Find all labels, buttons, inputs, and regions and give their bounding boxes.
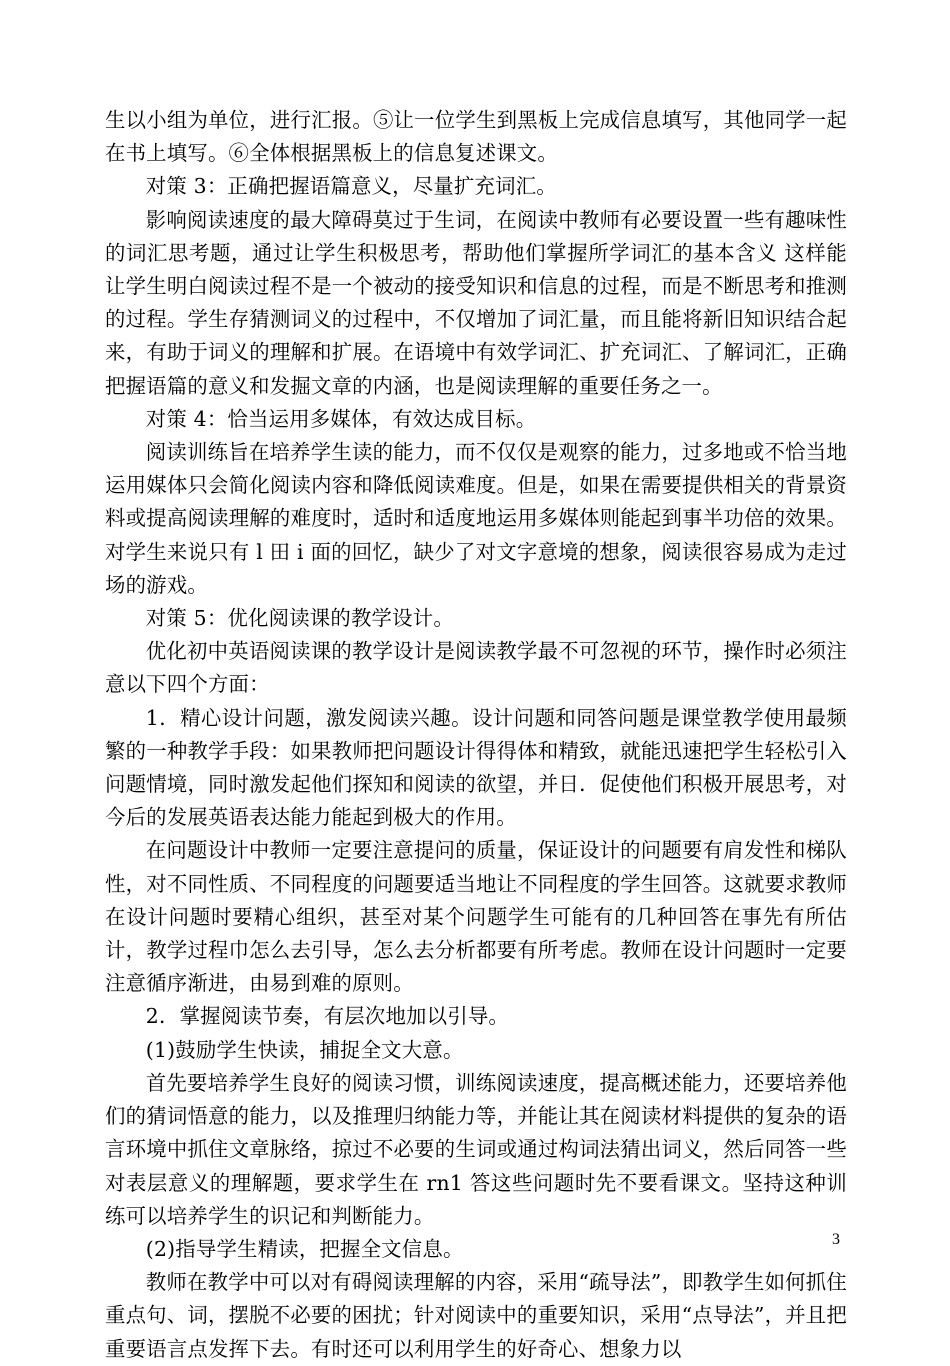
heading-strategy-5: 对策 5：优化阅读课的教学设计。 bbox=[145, 606, 454, 631]
paragraph-close-reading: 教师在教学中可以对有碍阅读理解的内容，采用“疏导法”，即教学生如何抓住重点句、词，摆脱不必要的困扰；针对阅读中的重要知识，采用“点导法”，并且把重要语言点发挥下去。有时还可以利用学生的好奇心、想象力以 bbox=[105, 1270, 847, 1361]
heading-point-2: 2．掌握阅读节奏，有层次地加以引导。 bbox=[145, 1004, 510, 1029]
page-number: 3 bbox=[832, 1231, 840, 1248]
paragraph-strategy-3: 影响阅读速度的最大障碍莫过于生词，在阅读中教师有必要设置一些有趣味性的词汇思考题，通过让学生积极思考，帮助他们掌握所学词汇的基本含义 这样能让学生明白阅读过程不是一个被动的接受知识和信息的过程，而是不断思考和推测的过程。学生存猜测词义的过程中，不仅增加了词汇量，而且能将新旧知识结合起来，有助于词义的理解和扩展。在语境中有效学词汇、扩充词汇、了解词汇，正确把握语篇的意义和发掘文章的内涵，也是阅读理解的重要任务之一。 bbox=[105, 207, 847, 398]
document-body bbox=[105, 104, 847, 1366]
paragraph-strategy-4: 阅读训练旨在培养学生读的能力，而不仅仅是观察的能力，过多地或不恰当地运用媒体只会简化阅读内容和降低阅读难度。但是，如果在需要提供相关的背景资料或提高阅读理解的难度时，适时和适度地运用多媒体则能起到事半功倍的效果。对学生来说只有 l 田 i 面的回忆，缺少了对文字意境的想象，阅读很容易成为走过场的游戏。 bbox=[105, 440, 847, 597]
paragraph-point-1: 1．精心设计问题，激发阅读兴趣。设计问题和同答问题是课堂教学使用最频繁的一种教学手段：如果教师把问题设计得得体和精致，就能迅速把学生轻松引入问题情境，同时激发起他们探知和阅读的欲望，并日．促使他们积极开展思考，对今后的发展英语表达能力能起到极大的作用。 bbox=[105, 705, 847, 830]
paragraph-fast-reading: 首先要培养学生良好的阅读习惯，训练阅读速度，提高概述能力，还要培养他们的猜词悟意的能力，以及推理归纳能力等，并能让其在阅读材料提供的复杂的语言环境中抓住文章脉络，掠过不必要的生词或通过构词法猜出词义，然后同答一些对表层意义的理解题，要求学生在 rn1 答这些问题时先不要看课文。坚持这种训练可以培养学生的识记和判断能力。 bbox=[105, 1070, 847, 1228]
subheading-close-reading: (2)指导学生精读，把握全文信息。 bbox=[145, 1236, 464, 1261]
heading-strategy-4: 对策 4：恰当运用多媒体，有效达成目标。 bbox=[145, 406, 537, 431]
paragraph-question-design: 在问题设计中教师一定要注意提问的质量，保证设计的问题要有肩发性和梯队性，对不同性质、不同程度的问题要适当地让不同程度的学生回答。这就要求教师在设计问题时要精心组织，甚至对某个问题学生可能有的几种回答在事先有所估计，教学过程巾怎么去引导，怎么去分析都要有所考虑。教师在设计问题时一定要注意循序渐进，由易到难的原则。 bbox=[105, 838, 847, 996]
heading-strategy-3: 对策 3：正确把握语篇意义，尽量扩充词汇。 bbox=[145, 174, 557, 199]
paragraph-strategy-5-intro: 优化初中英语阅读课的教学设计是阅读教学最不可忽视的环节，操作时必须注意以下四个方面： bbox=[105, 639, 847, 697]
paragraph-1: 生以小组为单位，进行汇报。⑤让一位学生到黑板上完成信息填写，其他同学一起在书上填写。⑥全体根据黑板上的信息复述课文。 bbox=[105, 108, 847, 166]
subheading-fast-reading: (1)鼓励学生快读，捕捉全文大意。 bbox=[145, 1037, 464, 1062]
